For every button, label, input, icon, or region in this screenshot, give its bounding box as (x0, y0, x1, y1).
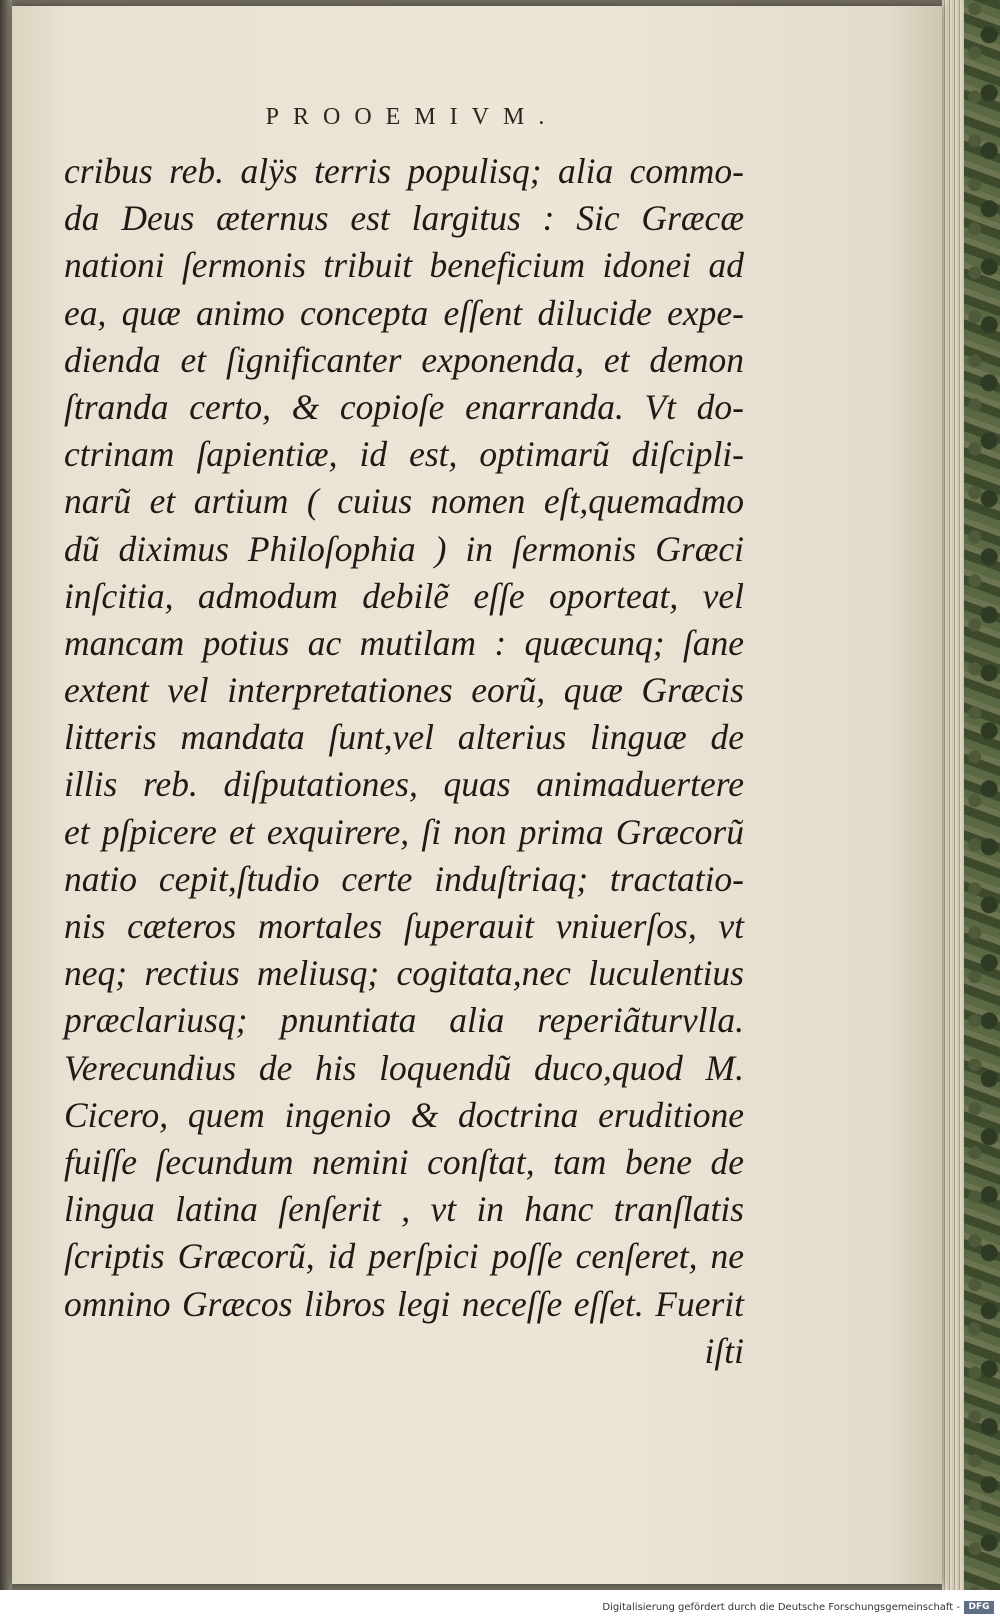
book-page (12, 6, 942, 1584)
text-line: fuiſſe ſecundum nemini conſtat, tam bene de (64, 1141, 744, 1182)
footer-bar (0, 1590, 1000, 1623)
text-line: narũ et artium ( cuius nomen eſt,quemadmo (64, 481, 744, 522)
text-line: dienda et ſignificanter exponenda, et demon (64, 339, 744, 380)
text-line: Cicero, quem ingenio & doctrina eruditione (64, 1094, 744, 1135)
text-line: ſtranda certo, & copioſe enarranda. Vt do- (64, 386, 744, 427)
text-line: cribus reb. alÿs terris populisq; alia commo- (64, 151, 744, 191)
text-line: mancam potius ac mutilam : quæcunq; ſane (64, 622, 744, 663)
page-fore-edge (942, 0, 964, 1590)
funding-credit: Digitalisierung gefördert durch die Deutsche Forschungsgemeinschaft - (602, 1602, 960, 1613)
book-spine-edge (0, 0, 12, 1590)
text-line: neq; rectius meliusq; cogitata,nec luculentius (64, 953, 744, 994)
running-title: PROOEMIVM. (265, 104, 559, 130)
text-line: et pſpicere et exquirere, ſi non prima Græcorũ (64, 811, 744, 852)
text-line: omnino Græcos libros legi neceſſe eſſet. Fuerit (64, 1283, 744, 1324)
text-line: extent vel interpretationes eorũ, quæ Græcis (64, 670, 744, 711)
text-line: præclariusq; pnuntiata alia reperiãturvlla. (64, 1000, 744, 1041)
catchword: iſti (704, 1330, 744, 1371)
text-line: illis reb. diſputationes, quas animaduertere (64, 764, 744, 805)
marbled-cover-edge (964, 0, 1000, 1590)
text-line: dũ diximus Philoſophia ) in ſermonis Græci (64, 528, 744, 569)
text-line: nationi ſermonis tribuit beneficium idonei ad (64, 245, 744, 286)
text-line: Verecundius de his loquendũ duco,quod M. (64, 1047, 744, 1088)
text-line: lingua latina ſenſerit , vt in hanc tranſlatis (64, 1189, 744, 1230)
text-line: litteris mandata ſunt,vel alterius linguæ de (64, 717, 744, 758)
text-line: inſcitia, admodum debilẽ eſſe oporteat, vel (64, 575, 744, 616)
text-line: ſcriptis Græcorũ, id perſpici poſſe cenſeret, ne (64, 1236, 744, 1277)
text-line: ea, quæ animo concepta eſſent dilucide expe- (64, 292, 744, 333)
text-line: da Deus æternus est largitus : Sic Græcæ (64, 198, 744, 239)
text-line: ctrinam ſapientiæ, id est, optimarũ diſcipli- (64, 434, 744, 475)
body-text (64, 148, 744, 1375)
dfg-logo: DFG (964, 1601, 994, 1614)
text-line: natio cepit,ſtudio certe induſtriaq; tractatio- (64, 858, 744, 899)
text-line: nis cæteros mortales ſuperauit vniuerſos, vt (64, 906, 744, 946)
